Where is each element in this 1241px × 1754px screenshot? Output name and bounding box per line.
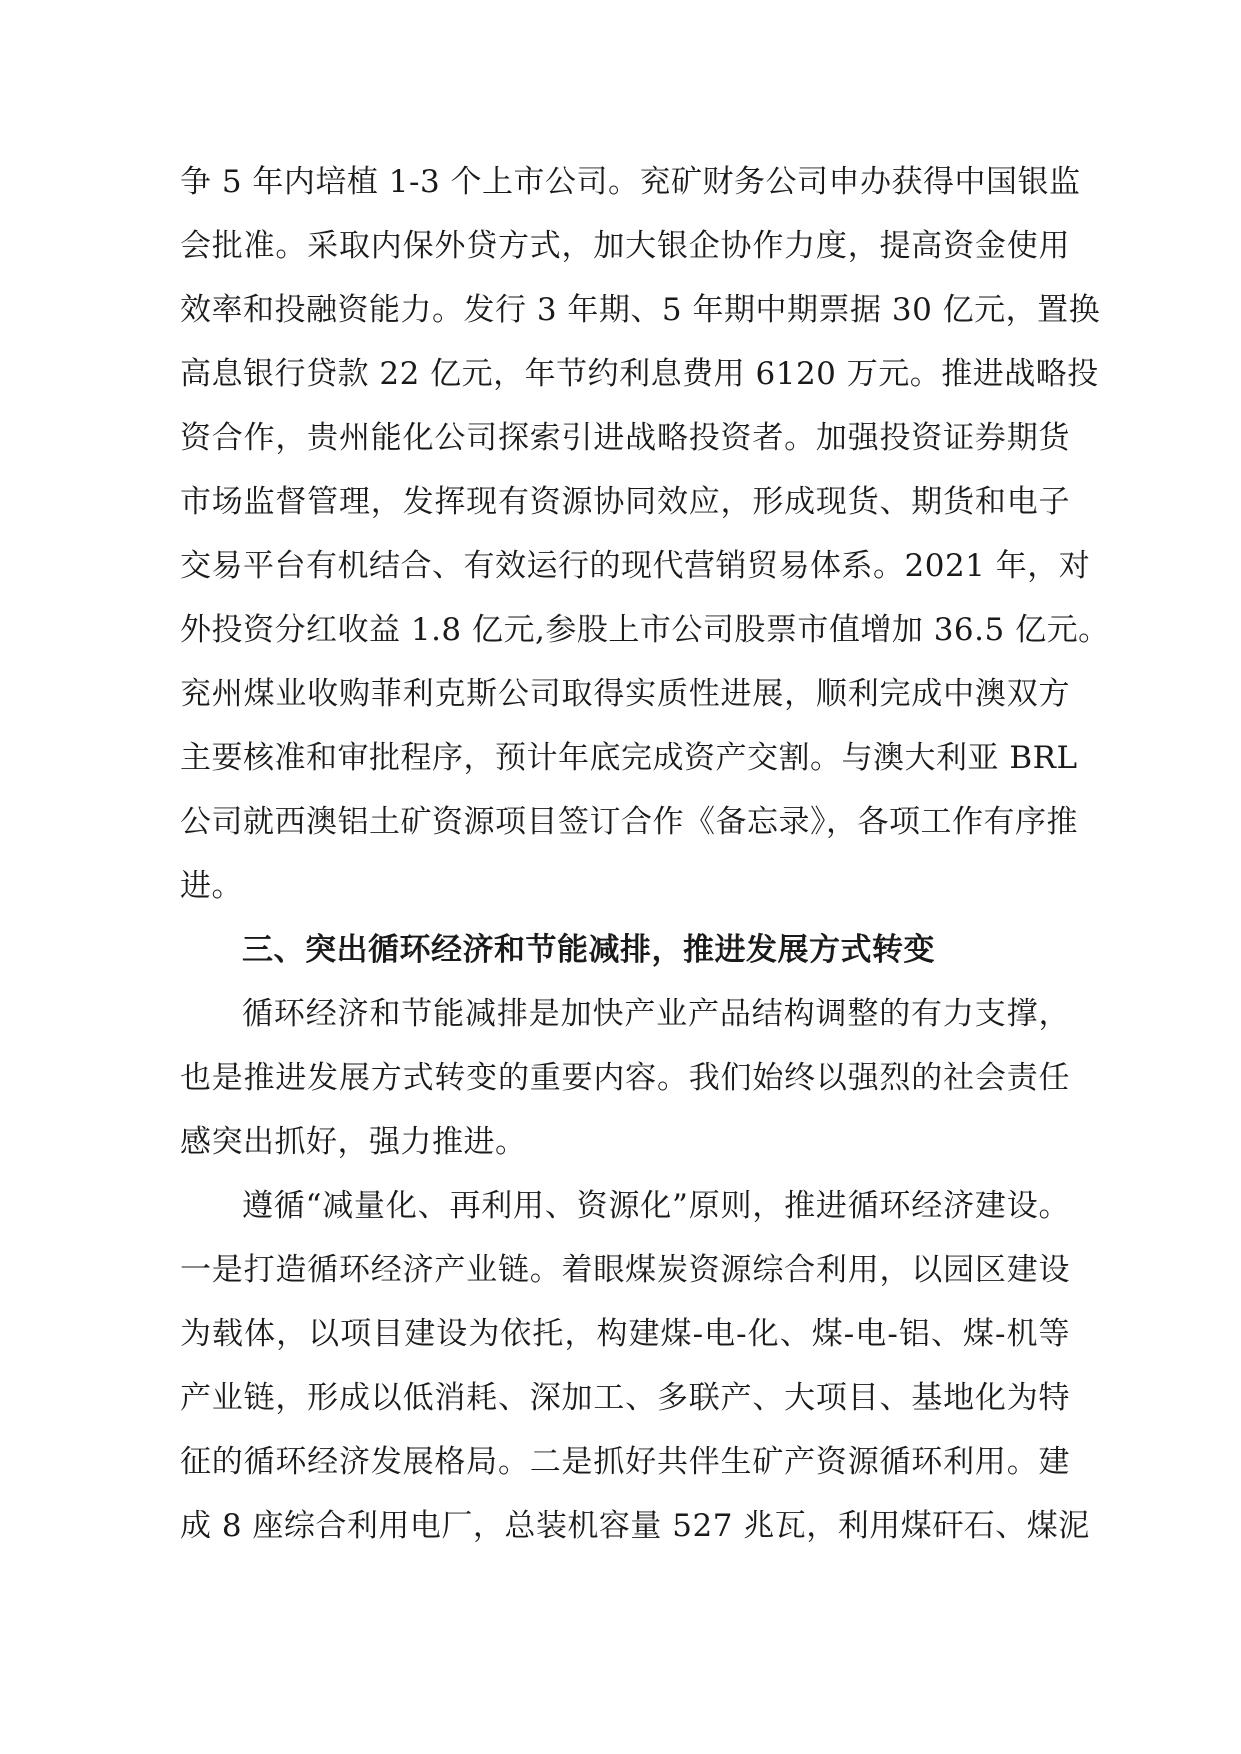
text-line: 产业链，形成以低消耗、深加工、多联产、大项目、基地化为特 (180, 1380, 1070, 1416)
text-line: 资合作，贵州能化公司探索引进战略投资者。加强投资证券期货 (180, 420, 1070, 456)
text-line: 高息银行贷款 22 亿元，年节约利息费用 6120 万元。推进战略投 (180, 356, 1099, 392)
text-line: 征的循环经济发展格局。二是抓好共伴生矿产资源循环利用。建 (180, 1444, 1070, 1480)
text-line: 遵循“减量化、再利用、资源化”原则，推进循环经济建设。 (242, 1188, 1070, 1224)
text-line: 外投资分红收益 1.8 亿元,参股上市公司股票市值增加 36.5 亿元。 (180, 612, 1110, 648)
text-line: 市场监督管理，发挥现有资源协同效应，形成现货、期货和电子 (180, 484, 1070, 520)
text-line: 交易平台有机结合、有效运行的现代营销贸易体系。2021 年，对 (180, 548, 1091, 584)
text-line: 循环经济和节能减排是加快产业产品结构调整的有力支撑， (242, 996, 1070, 1032)
document-page (180, 150, 1110, 1558)
paragraph-circular-economy (180, 1174, 1090, 1558)
text-line: 主要核准和审批程序，预计年底完成资产交割。与澳大利亚 BRL (180, 740, 1078, 776)
text-line: 进。 (180, 868, 243, 904)
text-line: 为载体，以项目建设为依托，构建煤-电-化、煤-电-铝、煤-机等 (180, 1316, 1070, 1352)
text-line: 争 5 年内培植 1-3 个上市公司。兖矿财务公司申办获得中国银监 (180, 164, 1081, 200)
text-line: 也是推进发展方式转变的重要内容。我们始终以强烈的社会责任 (180, 1060, 1070, 1096)
text-line: 会批准。采取内保外贷方式，加大银企协作力度，提高资金使用 (180, 228, 1070, 264)
section-heading: 三、突出循环经济和节能减排，推进发展方式转变 (242, 932, 935, 968)
text-line: 兖州煤业收购菲利克斯公司取得实质性进展，顺利完成中澳双方 (180, 676, 1070, 712)
text-line: 成 8 座综合利用电厂，总装机容量 527 兆瓦，利用煤矸石、煤泥 (180, 1508, 1090, 1544)
text-line: 公司就西澳铝土矿资源项目签订合作《备忘录》，各项工作有序推 (180, 804, 1078, 840)
paragraph-intro (180, 982, 1070, 1174)
text-line: 一是打造循环经济产业链。着眼煤炭资源综合利用，以园区建设 (180, 1252, 1070, 1288)
text-line: 感突出抓好，强力推进。 (180, 1124, 527, 1160)
text-line: 效率和投融资能力。发行 3 年期、5 年期中期票据 30 亿元，置换 (180, 292, 1101, 328)
paragraph-finance (180, 150, 1110, 918)
